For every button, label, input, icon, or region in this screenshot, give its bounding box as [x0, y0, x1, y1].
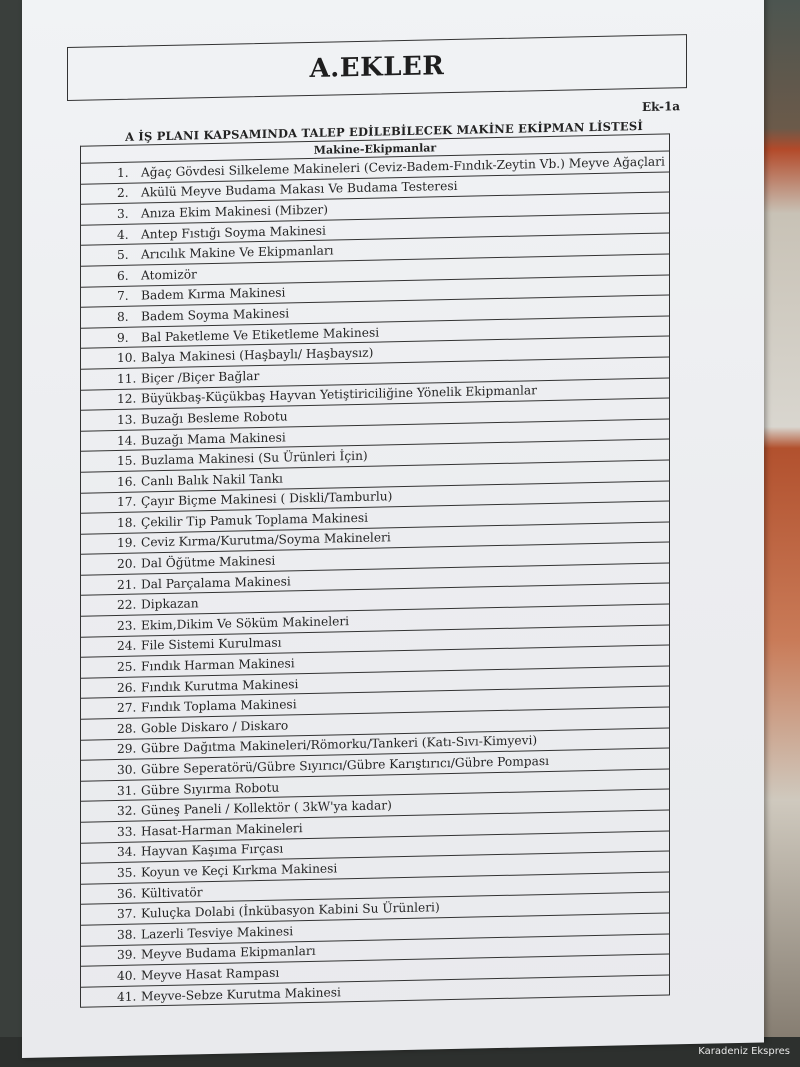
item-number: 5.	[117, 247, 129, 263]
item-text: Hayvan Kaşıma Fırçası	[141, 841, 284, 859]
item-number: 40.	[117, 968, 137, 983]
item-number: 28.	[117, 721, 137, 736]
annex-label: Ek-1a	[642, 99, 681, 115]
item-text: Antep Fıstığı Soyma Makinesi	[141, 223, 326, 242]
item-number: 29.	[117, 742, 137, 757]
page-title: A.EKLER	[309, 51, 445, 84]
item-number: 30.	[117, 762, 137, 778]
item-text: Koyun ve Keçi Kırkma Makinesi	[141, 861, 338, 880]
item-number: 13.	[117, 412, 137, 427]
watermark: Karadeniz Ekspres	[698, 1046, 790, 1057]
item-text: Kültivatör	[141, 884, 203, 901]
item-text: Akülü Meyve Budama Makası Ve Budama Testeresi	[141, 179, 458, 200]
item-text: Fındık Kurutma Makinesi	[141, 676, 299, 695]
item-text: Goble Diskaro / Diskaro	[141, 718, 289, 736]
item-number: 39.	[117, 947, 137, 963]
item-number: 36.	[117, 886, 137, 901]
item-text: Anıza Ekim Makinesi (Mibzer)	[141, 202, 328, 221]
item-text: Meyve-Sebze Kurutma Makinesi	[141, 984, 341, 1004]
item-number: 16.	[117, 474, 137, 489]
item-text: Dal Öğütme Makinesi	[141, 553, 276, 571]
item-text: Çayır Biçme Makinesi ( Diskli/Tamburlu)	[141, 489, 393, 509]
item-number: 6.	[117, 268, 129, 283]
item-number: 34.	[117, 844, 137, 860]
item-text: Lazerli Tesviye Makinesi	[141, 924, 294, 942]
item-number: 17.	[117, 494, 137, 510]
item-number: 37.	[117, 906, 137, 922]
item-text: Gübre Seperatörü/Gübre Sıyırıcı/Gübre Karıştırıcı/Gübre Pompası	[141, 753, 549, 777]
item-number: 14.	[117, 433, 137, 448]
item-number: 19.	[117, 536, 137, 551]
item-number: 8.	[117, 309, 129, 324]
item-number: 25.	[117, 659, 137, 675]
item-number: 24.	[117, 639, 137, 654]
list-title: A İŞ PLANI KAPSAMINDA TALEP EDİLEBİLECEK MAKİNE EKİPMAN LİSTESİ	[125, 118, 643, 144]
item-number: 18.	[117, 515, 137, 530]
item-text: Kuluçka Dolabi (İnkübasyon Kabini Su Ürünleri)	[141, 900, 440, 921]
item-number: 12.	[117, 391, 137, 407]
item-text: Atomizör	[141, 267, 197, 283]
item-text: Ağaç Gövdesi Silkeleme Makineleri (Ceviz-Badem-Fındık-Zeytin Vb.) Meyve Ağaçlari	[141, 154, 665, 180]
item-number: 38.	[117, 927, 137, 942]
item-text: Badem Soyma Makinesi	[141, 306, 290, 324]
item-number: 7.	[117, 289, 129, 304]
item-number: 33.	[117, 824, 137, 839]
item-number: 23.	[117, 618, 137, 633]
document-page	[22, 0, 764, 1058]
item-number: 2.	[117, 186, 129, 201]
item-number: 20.	[117, 556, 137, 572]
item-number: 9.	[117, 330, 129, 345]
item-text: Canlı Balık Nakil Tankı	[141, 471, 283, 489]
item-text: Balya Makinesi (Haşbaylı/ Haşbaysız)	[141, 345, 374, 365]
item-number: 15.	[117, 453, 137, 469]
item-text: Buzlama Makinesi (Su Ürünleri İçin)	[141, 448, 368, 468]
item-number: 3.	[117, 206, 129, 221]
title-box	[67, 34, 687, 101]
item-text: Ekim,Dikim Ve Söküm Makineleri	[141, 614, 350, 633]
item-number: 31.	[117, 783, 137, 798]
item-text: Meyve Hasat Rampası	[141, 965, 280, 983]
item-number: 32.	[117, 803, 137, 819]
item-text: Dipkazan	[141, 596, 199, 612]
table-body	[81, 151, 669, 1008]
item-text: Ceviz Kırma/Kurutma/Soyma Makineleri	[141, 530, 391, 550]
item-text: Büyükbaş-Küçükbaş Hayvan Yetiştiriciliğine Yönelik Ekipmanlar	[141, 383, 537, 406]
item-text: Bal Paketleme Ve Etiketleme Makinesi	[141, 325, 380, 345]
equipment-table	[80, 133, 670, 1008]
item-number: 26.	[117, 680, 137, 695]
item-number: 10.	[117, 350, 137, 366]
item-number: 22.	[117, 597, 137, 613]
item-text: Gübre Dağıtma Makineleri/Römorku/Tankeri (Katı-Sıvı-Kimyevi)	[141, 733, 538, 756]
item-text: Arıcılık Makine Ve Ekipmanları	[141, 243, 334, 262]
item-text: Biçer /Biçer Bağlar	[141, 368, 260, 386]
item-text: Gübre Sıyırma Robotu	[141, 780, 280, 798]
table-header: Makine-Ekipmanlar	[81, 134, 669, 163]
item-number: 27.	[117, 700, 137, 716]
item-text: Çekilir Tip Pamuk Toplama Makinesi	[141, 510, 369, 530]
item-text: Buzağı Besleme Robotu	[141, 409, 288, 427]
item-text: Fındık Harman Makinesi	[141, 656, 295, 674]
item-text: Dal Parçalama Makinesi	[141, 574, 291, 592]
item-text: Hasat-Harman Makineleri	[141, 820, 303, 839]
item-number: 35.	[117, 865, 137, 880]
item-number: 41.	[117, 989, 137, 1004]
item-text: File Sistemi Kurulması	[141, 636, 282, 653]
item-text: Güneş Paneli / Kollektör ( 3kW'ya kadar)	[141, 798, 392, 818]
item-text: Meyve Budama Ekipmanları	[141, 944, 316, 962]
item-text: Fındık Toplama Makinesi	[141, 697, 297, 715]
item-text: Buzağı Mama Makinesi	[141, 429, 286, 448]
item-number: 21.	[117, 577, 137, 592]
item-text: Badem Kırma Makinesi	[141, 285, 286, 303]
item-number: 1.	[117, 165, 129, 180]
item-number: 11.	[117, 371, 137, 386]
item-number: 4.	[117, 227, 129, 242]
